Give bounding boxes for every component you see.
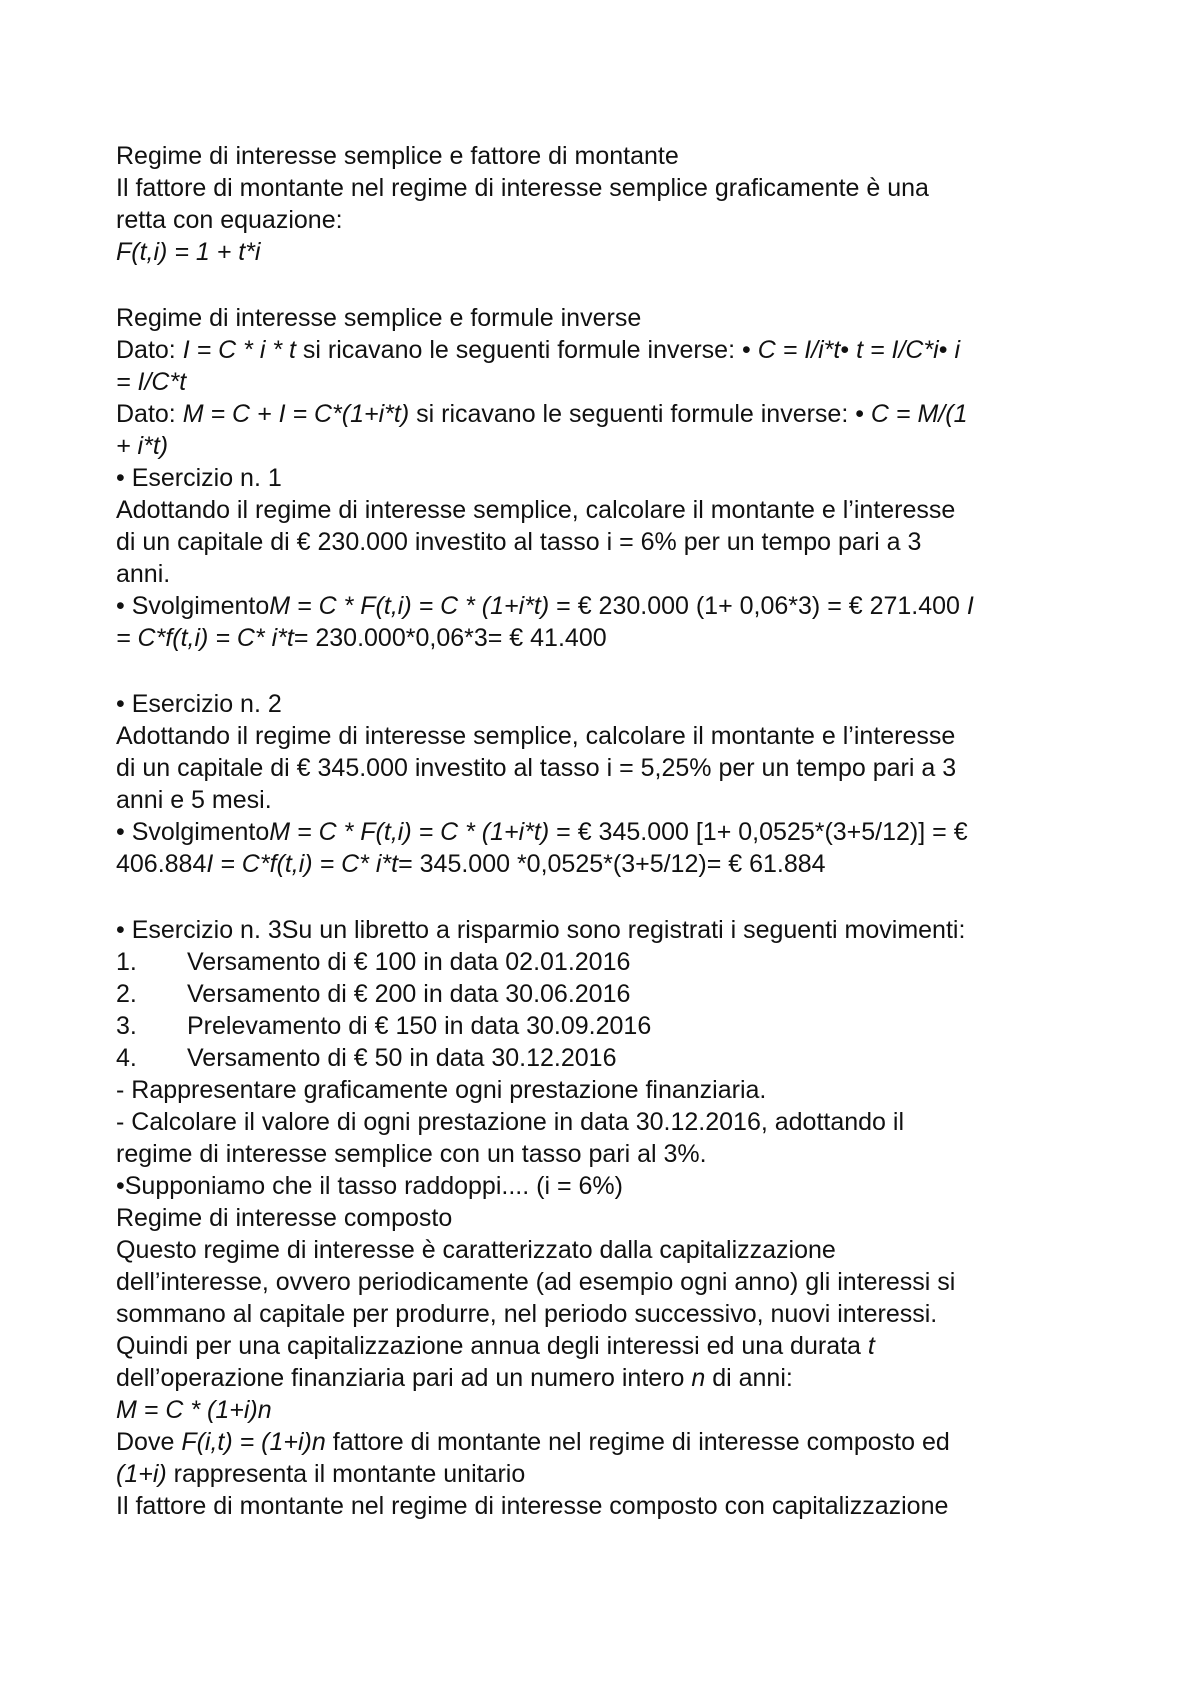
text: Dato: [116,400,183,428]
list-text: Prelevamento di € 150 in data 30.09.2016 [187,1012,652,1040]
formula: C = I/i*t [757,336,841,364]
exercise-heading: • Esercizio n. 3Su un libretto a risparmio sono registrati i seguenti movimenti: [116,916,966,944]
formula: t = I/C*i [856,336,939,364]
formula: = I/C*t [116,368,187,396]
paragraph-line: Il fattore di montante nel regime di interesse semplice graficamente è una [116,174,929,202]
text: rappresenta il montante unitario [166,1460,526,1488]
text: • Svolgimento [116,592,270,620]
list-item [116,978,1106,1010]
text: • [840,336,857,364]
text: dell’operazione finanziaria pari ad un numero intero [116,1364,692,1392]
list-text: Versamento di € 50 in data 30.12.2016 [187,1044,617,1072]
paragraph-line: anni e 5 mesi. [116,786,272,814]
text: = 230.000*0,06*3= € 41.400 [293,624,607,652]
list-number: 3. [116,1012,137,1040]
list-number: 2. [116,980,137,1008]
formula: n [691,1364,706,1392]
paragraph-line [116,398,1106,430]
text: • Svolgimento [116,818,270,846]
formula: C = M/(1 [870,400,968,428]
solution-line [116,590,1106,622]
formula: F(i,t) = (1+i)n [181,1428,326,1456]
formula: I [966,592,974,620]
exercise-heading: • Esercizio n. 1 [116,464,282,492]
formula: M = C + I = C*(1+i*t) [182,400,410,428]
paragraph-line: Adottando il regime di interesse semplice, calcolare il montante e l’interesse [116,496,956,524]
spacer [116,268,1106,302]
formula: I = C * i * t [182,336,296,364]
paragraph-line [116,1458,1106,1490]
spacer [116,880,1106,914]
paragraph-line: Questo regime di interesse è caratterizzato dalla capitalizzazione [116,1236,836,1264]
text: = € 230.000 (1+ 0,06*3) = € 271.400 [549,592,967,620]
list-number: 4. [116,1044,137,1072]
text: fattore di montante nel regime di interesse composto ed [325,1428,950,1456]
paragraph-line [116,1426,1106,1458]
text: Dove [116,1428,182,1456]
document-page [116,140,1106,1522]
formula: M = C * F(t,i) = C * (1+i*t) [269,818,550,846]
text: • [938,336,955,364]
section-title: Regime di interesse semplice e formule inverse [116,304,642,332]
solution-line [116,848,1106,880]
paragraph-line [116,366,1106,398]
formula: F(t,i) = 1 + t*i [116,238,261,266]
text: si ricavano le seguenti formule inverse: • [409,400,871,428]
list-item [116,1042,1106,1074]
paragraph-line: retta con equazione: [116,206,343,234]
formula: I = C*f(t,i) = C* i*t [206,850,399,878]
formula: i [954,336,960,364]
text: 406.884 [116,850,207,878]
formula-line [116,1394,1106,1426]
paragraph-line: - Calcolare il valore di ogni prestazione in data 30.12.2016, adottando il [116,1108,905,1136]
text: = 345.000 *0,0525*(3+5/12)= € 61.884 [398,850,826,878]
text: Dato: [116,336,183,364]
paragraph-line [116,1362,1106,1394]
formula: = C*f(t,i) = C* i*t [116,624,294,652]
section-title: Regime di interesse composto [116,1204,453,1232]
paragraph-line: •Supponiamo che il tasso raddoppi.... (i = 6%) [116,1172,623,1200]
list-text: Versamento di € 100 in data 02.01.2016 [187,948,631,976]
paragraph-line: di un capitale di € 345.000 investito al tasso i = 5,25% per un tempo pari a 3 [116,754,957,782]
spacer [116,654,1106,688]
paragraph-line: dell’interesse, ovvero periodicamente (ad esempio ogni anno) gli interessi si [116,1268,956,1296]
list-item [116,1010,1106,1042]
formula: t [867,1332,875,1360]
solution-line [116,622,1106,654]
text: Quindi per una capitalizzazione annua degli interessi ed una durata [116,1332,868,1360]
paragraph-line [116,1330,1106,1362]
text: di anni: [705,1364,793,1392]
paragraph-line: Il fattore di montante nel regime di interesse composto con capitalizzazione [116,1492,949,1520]
paragraph-line [116,334,1106,366]
exercise-heading: • Esercizio n. 2 [116,690,282,718]
formula: + i*t) [116,432,169,460]
list-text: Versamento di € 200 in data 30.06.2016 [187,980,631,1008]
paragraph-line [116,430,1106,462]
text: si ricavano le seguenti formule inverse: • [295,336,758,364]
list-number: 1. [116,948,137,976]
paragraph-line: - Rappresentare graficamente ogni prestazione finanziaria. [116,1076,767,1104]
paragraph-line: regime di interesse semplice con un tasso pari al 3%. [116,1140,707,1168]
paragraph-line: sommano al capitale per produrre, nel periodo successivo, nuovi interessi. [116,1300,938,1328]
paragraph-line: di un capitale di € 230.000 investito al tasso i = 6% per un tempo pari a 3 [116,528,922,556]
formula: M = C * F(t,i) = C * (1+i*t) [269,592,550,620]
paragraph-line: anni. [116,560,171,588]
formula: M = C * (1+i)n [116,1396,272,1424]
section-title: Regime di interesse semplice e fattore di montante [116,142,679,170]
paragraph-line: Adottando il regime di interesse semplice, calcolare il montante e l’interesse [116,722,956,750]
text: = € 345.000 [1+ 0,0525*(3+5/12)] = € [549,818,968,846]
formula: (1+i) [116,1460,167,1488]
formula-line [116,236,1106,268]
solution-line [116,816,1106,848]
list-item [116,946,1106,978]
